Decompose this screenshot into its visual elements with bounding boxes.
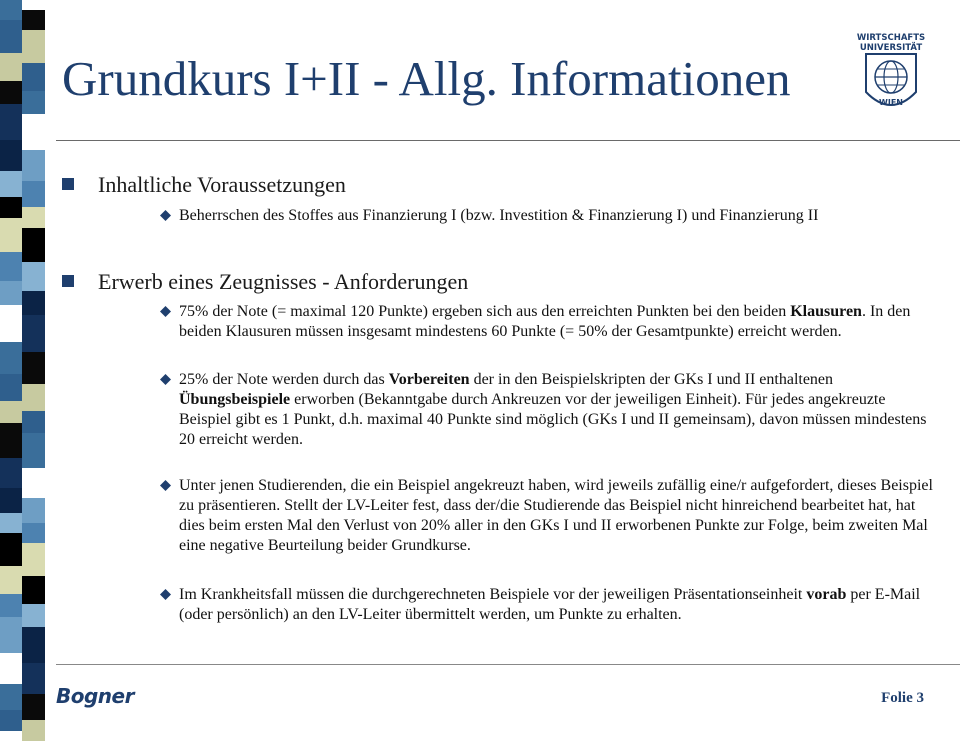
stripe-block [22,523,45,543]
logo-line3: WIEN [879,98,903,107]
stripe-block [22,498,45,523]
decorative-stripe [0,0,50,720]
footer-divider [56,664,960,665]
stripe-block [22,315,45,352]
stripe-block [0,617,22,653]
stripe-block [22,720,45,741]
stripe-block [0,653,22,684]
square-bullet-icon [62,275,74,287]
stripe-block [0,594,22,617]
stripe-block [22,114,45,150]
slide-number: Folie 3 [881,690,924,706]
list-item-text: Unter jenen Studierenden, die ein Beispiel angekreuzt haben, wird jeweils zufällig eine/r aufgefordert, dieses Beispiel zu präsentieren. Stellt der LV-Leiter fest, dass der/die Studierende das Beispiel nicht hinreichend bearbeitet hat, hat dies beim ersten Mal den Verlust von 20% aller in den GKs I und II erworbenen Punkte zur Folge, beim zweiten Mal eine negative Beurteilung beider Grundkurse. [179,477,933,554]
stripe-block [22,433,45,468]
square-bullet-icon [62,178,74,190]
slide-title: Grundkurs I+II - Allg. Informationen [62,51,791,106]
stripe-block [0,140,22,171]
stripe-block [22,262,45,291]
stripe-block [22,291,45,315]
stripe-block [0,171,22,197]
stripe-block [0,81,22,104]
stripe-block [0,53,22,81]
university-logo [856,30,926,120]
stripe-block [0,20,22,53]
stripe-block [22,468,45,498]
section-heading: Inhaltliche Voraussetzungen [98,172,346,197]
stripe-block [0,566,22,594]
stripe-block [22,663,45,694]
diamond-bullet-icon [160,480,171,491]
diamond-bullet-icon [160,210,171,221]
stripe-block [22,63,45,91]
section-heading: Erwerb eines Zeugnisses - Anforderungen [98,269,469,294]
stripe-block [22,384,45,411]
stripe-block [0,374,22,401]
stripe-block [22,91,45,114]
logo-line1: WIRTSCHAFTS [856,33,926,43]
stripe-block [0,342,22,374]
stripe-block [0,104,22,140]
stripe-block [0,252,22,281]
stripe-block [22,604,45,627]
diamond-bullet-icon [160,589,171,600]
list-item-text: Beherrschen des Stoffes aus Finanzierung I (bzw. Investition & Finanzierung I) und Finanzierung II [179,207,819,224]
diamond-bullet-icon [160,374,171,385]
stripe-block [0,513,22,533]
stripe-block [0,218,22,252]
stripe-block [0,458,22,488]
stripe-block [22,150,45,181]
stripe-block [22,543,45,576]
stripe-block [22,411,45,433]
stripe-block [0,423,22,458]
stripe-block [0,401,22,423]
stripe-block [0,305,22,342]
logo-line2: UNIVERSITÄT [859,43,923,53]
list-item-text: 25% der Note werden durch das Vorbereiten der in den Beispielskripten der GKs I und II enthaltenen Übungsbeispiele erworben (Bekanntgabe durch Ankreuzen vor der jeweiligen Einheit). Für jedes angekreuzte Beispiel gibt es 1 Punkt, d.h. maximal 40 Punkte sind möglich (GKs I und II gemeinsam), davon müssen mindestens 20 erreicht werden. [179,371,927,448]
list-item-text: Im Krankheitsfall müssen die durchgerechneten Beispiele vor der jeweiligen Präsentationseinheit vorab per E-Mail (oder persönlich) an den LV-Leiter übermittelt werden, um Punkte zu erhalten. [179,586,921,623]
diamond-bullet-icon [160,306,171,317]
stripe-block [0,0,22,20]
stripe-block [0,197,22,218]
stripe-block [22,352,45,384]
stripe-block [0,533,22,566]
list-item-text: 75% der Note (= maximal 120 Punkte) ergeben sich aus den erreichten Punkten bei den beiden Klausuren. In den beiden Klausuren müssen insgesamt mindestens 60 Punkte (= 50% der Gesamtpunkte) erreicht werden. [179,303,911,340]
stripe-block [0,684,22,710]
stripe-block [22,181,45,207]
stripe-block [22,576,45,604]
stripe-block [22,694,45,720]
stripe-block [22,627,45,663]
stripe-block [0,710,22,731]
stripe-block [22,207,45,228]
stripe-block [22,10,45,30]
title-divider [56,140,960,141]
stripe-block [22,30,45,63]
stripe-block [22,228,45,262]
author-logo: Bogner [56,684,134,708]
stripe-block [0,281,22,305]
stripe-block [0,488,22,513]
